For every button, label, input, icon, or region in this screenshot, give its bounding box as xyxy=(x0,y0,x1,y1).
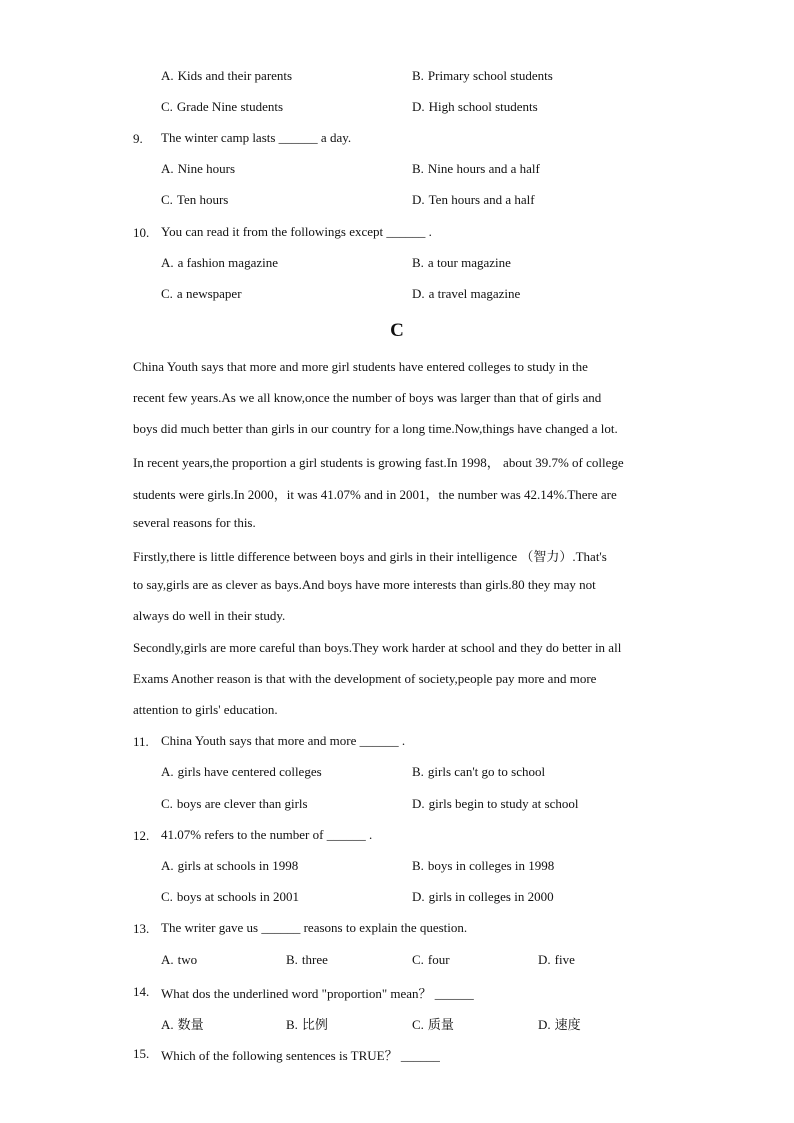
option-letter: B. xyxy=(412,68,424,83)
q8-option-b[interactable] xyxy=(412,68,553,84)
passage-line: boys did much better than girls in our country for a long time.Now,things have changed a lot. xyxy=(133,421,618,436)
q11-option-b[interactable] xyxy=(412,764,545,780)
option-letter: A. xyxy=(161,68,174,83)
q12-option-a[interactable] xyxy=(161,858,298,874)
option-letter: D. xyxy=(412,889,425,904)
option-text: Grade Nine students xyxy=(176,99,284,114)
section-heading: C xyxy=(390,320,404,341)
option-text: boys in colleges in 1998 xyxy=(427,858,555,873)
q14-option-d[interactable] xyxy=(538,1014,581,1033)
option-text: Primary school students xyxy=(427,68,553,83)
option-text: 速度 xyxy=(554,1017,581,1032)
q10-option-c[interactable] xyxy=(161,286,242,302)
q10-option-b[interactable] xyxy=(412,255,511,271)
question-number: 13. xyxy=(133,921,150,936)
q12-option-d[interactable] xyxy=(412,889,554,905)
option-letter: D. xyxy=(412,99,425,114)
q12-option-c[interactable] xyxy=(161,889,299,905)
passage-line: always do well in their study. xyxy=(133,608,286,623)
option-letter: C. xyxy=(161,192,173,207)
option-text: 比例 xyxy=(301,1017,328,1032)
q8-option-c[interactable] xyxy=(161,99,283,115)
passage-line: Firstly,there is little difference between boys and girls in their intelligence （智力）.That's xyxy=(133,549,607,564)
q14-option-b[interactable] xyxy=(286,1014,328,1033)
option-text: 质量 xyxy=(427,1017,454,1032)
q10-option-a[interactable] xyxy=(161,255,278,271)
option-letter: B. xyxy=(412,764,424,779)
question-number: 10. xyxy=(133,225,150,240)
option-letter: D. xyxy=(412,796,425,811)
option-text: a fashion magazine xyxy=(177,255,278,270)
option-letter: A. xyxy=(161,764,174,779)
option-letter: D. xyxy=(412,192,425,207)
option-text: girls at schools in 1998 xyxy=(177,858,299,873)
q9-option-c[interactable] xyxy=(161,192,228,208)
q11-option-c[interactable] xyxy=(161,796,308,812)
q10-option-d[interactable] xyxy=(412,286,520,302)
option-text: girls in colleges in 2000 xyxy=(428,889,554,904)
option-text: Nine hours xyxy=(177,161,236,176)
option-letter: A. xyxy=(161,161,174,176)
question-stem: Which of the following sentences is TRUE？ ______ xyxy=(161,1048,440,1063)
q13-option-a[interactable] xyxy=(161,952,197,968)
option-letter: A. xyxy=(161,255,174,270)
option-text: Kids and their parents xyxy=(177,68,293,83)
passage-line: China Youth says that more and more girl students have entered colleges to study in the xyxy=(133,359,588,374)
passage-line: to say,girls are as clever as bays.And boys have more interests than girls.80 they may not xyxy=(133,577,596,592)
option-letter: D. xyxy=(538,952,551,967)
option-letter: D. xyxy=(538,1017,551,1032)
option-text: Nine hours and a half xyxy=(427,161,540,176)
passage-line: several reasons for this. xyxy=(133,515,256,530)
option-letter: D. xyxy=(412,286,425,301)
option-text: five xyxy=(554,952,575,967)
option-letter: C. xyxy=(161,796,173,811)
q9-option-b[interactable] xyxy=(412,161,540,177)
passage-line: In recent years,the proportion a girl students is growing fast.In 1998， about 39.7% of college xyxy=(133,455,624,470)
option-letter: C. xyxy=(161,889,173,904)
question-stem: The writer gave us ______ reasons to explain the question. xyxy=(161,920,468,935)
q12-option-b[interactable] xyxy=(412,858,554,874)
q11-option-d[interactable] xyxy=(412,796,579,812)
option-letter: C. xyxy=(161,99,173,114)
q13-option-c[interactable] xyxy=(412,952,450,968)
option-text: a travel magazine xyxy=(428,286,521,301)
option-letter: B. xyxy=(412,255,424,270)
option-text: 数量 xyxy=(177,1017,204,1032)
q8-option-d[interactable] xyxy=(412,99,538,115)
question-number: 11. xyxy=(133,734,149,749)
question-stem: China Youth says that more and more ______ . xyxy=(161,733,406,748)
option-text: a newspaper xyxy=(176,286,242,301)
question-number: 12. xyxy=(133,828,150,843)
option-text: two xyxy=(177,952,198,967)
passage-line: Exams Another reason is that with the development of society,people pay more and more xyxy=(133,671,597,686)
passage-line: Secondly,girls are more careful than boys.They work harder at school and they do better in all xyxy=(133,640,622,655)
option-letter: B. xyxy=(412,161,424,176)
option-text: boys at schools in 2001 xyxy=(176,889,299,904)
option-letter: C. xyxy=(161,286,173,301)
option-text: Ten hours xyxy=(176,192,229,207)
passage-line: attention to girls' education. xyxy=(133,702,278,717)
q9-option-a[interactable] xyxy=(161,161,235,177)
q13-option-d[interactable] xyxy=(538,952,575,968)
q13-option-b[interactable] xyxy=(286,952,328,968)
option-letter: A. xyxy=(161,1017,174,1032)
option-text: girls have centered colleges xyxy=(177,764,322,779)
option-letter: A. xyxy=(161,952,174,967)
option-text: a tour magazine xyxy=(427,255,511,270)
q14-option-c[interactable] xyxy=(412,1014,454,1033)
question-stem: The winter camp lasts ______ a day. xyxy=(161,130,352,145)
passage-line: students were girls.In 2000，it was 41.07% and in 2001，the number was 42.14%.There are xyxy=(133,487,617,502)
option-text: three xyxy=(301,952,328,967)
q11-option-a[interactable] xyxy=(161,764,322,780)
option-text: boys are clever than girls xyxy=(176,796,308,811)
option-text: girls can't go to school xyxy=(427,764,546,779)
passage-line: recent few years.As we all know,once the number of boys was larger than that of girls and xyxy=(133,390,602,405)
option-text: Ten hours and a half xyxy=(428,192,535,207)
option-text: High school students xyxy=(428,99,538,114)
option-text: girls begin to study at school xyxy=(428,796,579,811)
option-letter: C. xyxy=(412,1017,424,1032)
option-letter: B. xyxy=(286,952,298,967)
q9-option-d[interactable] xyxy=(412,192,535,208)
question-number: 14. xyxy=(133,984,150,999)
option-letter: B. xyxy=(412,858,424,873)
option-letter: B. xyxy=(286,1017,298,1032)
option-letter: C. xyxy=(412,952,424,967)
question-stem: You can read it from the followings except ______ . xyxy=(161,224,432,239)
question-number: 15. xyxy=(133,1046,150,1061)
question-number: 9. xyxy=(133,131,143,146)
question-stem: What dos the underlined word "proportion" mean？ ______ xyxy=(161,986,474,1001)
option-letter: A. xyxy=(161,858,174,873)
question-stem: 41.07% refers to the number of ______ . xyxy=(161,827,373,842)
option-text: four xyxy=(427,952,450,967)
q8-option-a[interactable] xyxy=(161,68,292,84)
q14-option-a[interactable] xyxy=(161,1014,204,1033)
